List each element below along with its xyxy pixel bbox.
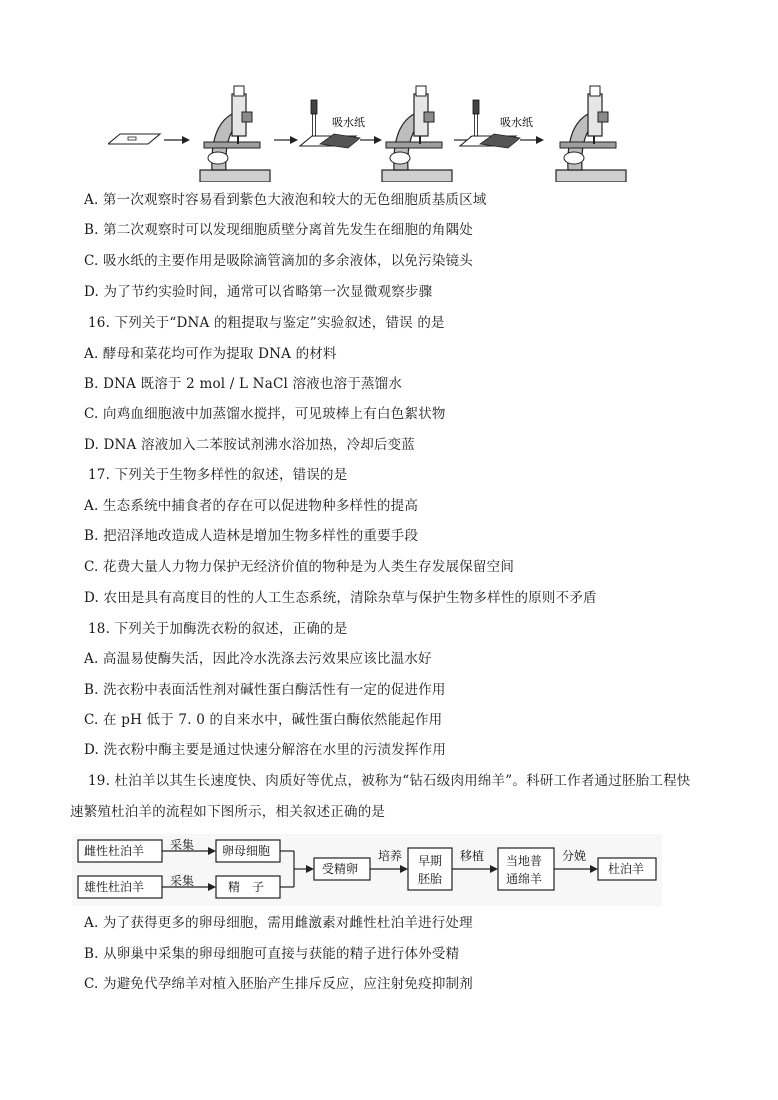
early-embryo-label-2: 胚胎 bbox=[418, 872, 443, 886]
q19-stem-line-1: 19. 杜泊羊以其生长速度快、肉质好等优点，被称为“钻石级肉用绵羊”。科研工作者通过胚胎工程快 bbox=[88, 773, 691, 789]
q15-option-b: B. 第二次观察时可以发现细胞质壁分离首先发生在细胞的角隅处 bbox=[84, 222, 474, 238]
microscope-procedure-figure bbox=[108, 82, 678, 182]
blotting-paper-label-1: 吸水纸 bbox=[332, 116, 365, 129]
dorper-result-label: 杜泊羊 bbox=[608, 862, 645, 876]
blotting-paper-label-2: 吸水纸 bbox=[500, 116, 533, 129]
early-embryo-label-1: 早期 bbox=[418, 854, 443, 868]
q16-stem: 16. 下列关于“DNA 的粗提取与鉴定”实验叙述，错误 的是 bbox=[88, 315, 445, 331]
q18-option-b: B. 洗衣粉中表面活性剂对碱性蛋白酶活性有一定的促进作用 bbox=[84, 682, 446, 698]
q17-stem: 17. 下列关于生物多样性的叙述，错误的是 bbox=[88, 467, 348, 483]
female-dorper-label: 雌性杜泊羊 bbox=[84, 844, 145, 858]
culture-label: 培养 bbox=[378, 849, 403, 863]
microscope-3 bbox=[556, 86, 626, 182]
q19-stem-line-2: 速繁殖杜泊羊的流程如下图所示，相关叙述正确的是 bbox=[70, 804, 386, 820]
embryo-engineering-flowchart bbox=[72, 834, 662, 906]
q17-option-b: B. 把沼泽地改造成人造林是增加生物多样性的重要手段 bbox=[84, 528, 419, 544]
egg-cell-label: 卵母细胞 bbox=[222, 844, 271, 858]
q17-option-c: C. 花费大量人力物力保护无经济价值的物种是为人类生存发展保留空间 bbox=[84, 559, 515, 575]
dropper-1 bbox=[311, 100, 317, 136]
q19-option-b: B. 从卵巢中采集的卵母细胞可直接与获能的精子进行体外受精 bbox=[84, 946, 460, 962]
microscope-2 bbox=[382, 86, 452, 182]
birth-label: 分娩 bbox=[562, 849, 587, 863]
q17-option-d: D. 农田是具有高度目的性的人工生态系统，清除杂草与保护生物多样性的原则不矛盾 bbox=[84, 590, 597, 606]
local-sheep-label-2: 通绵羊 bbox=[506, 872, 543, 886]
q18-option-a: A. 高温易使酶失活，因此冷水洗涤去污效果应该比温水好 bbox=[84, 651, 432, 667]
q19-option-c: C. 为避免代孕绵羊对植入胚胎产生排斥反应，应注射免疫抑制剂 bbox=[84, 976, 473, 992]
dropper-2 bbox=[473, 100, 479, 136]
q16-option-d: D. DNA 溶液加入二苯胺试剂沸水浴加热，冷却后变蓝 bbox=[84, 437, 416, 453]
collect-label-2: 采集 bbox=[170, 874, 195, 888]
q15-option-a: A. 第一次观察时容易看到紫色大液泡和较大的无色细胞质基质区域 bbox=[84, 192, 487, 208]
microscope-1 bbox=[200, 86, 270, 182]
q16-option-a: A. 酵母和菜花均可作为提取 DNA 的材料 bbox=[84, 346, 337, 362]
q18-option-d: D. 洗衣粉中酶主要是通过快速分解溶在水里的污渍发挥作用 bbox=[84, 742, 447, 758]
collect-label-1: 采集 bbox=[170, 838, 195, 852]
q19-option-a: A. 为了获得更多的卵母细胞，需用雌激素对雌性杜泊羊进行处理 bbox=[84, 915, 473, 931]
q18-option-c: C. 在 pH 低于 7. 0 的自来水中，碱性蛋白酶依然能起作用 bbox=[84, 712, 443, 728]
q16-option-b: B. DNA 既溶于 2 mol / L NaCl 溶液也溶于蒸馏水 bbox=[84, 376, 403, 392]
q15-option-c: C. 吸水纸的主要作用是吸除滴管滴加的多余液体，以免污染镜头 bbox=[84, 253, 473, 269]
male-dorper-label: 雄性杜泊羊 bbox=[84, 880, 145, 894]
transplant-label: 移植 bbox=[460, 849, 485, 863]
q18-stem: 18. 下列关于加酶洗衣粉的叙述，正确的是 bbox=[88, 621, 348, 637]
local-sheep-label-1: 当地普 bbox=[506, 854, 543, 868]
q17-option-a: A. 生态系统中捕食者的存在可以促进物种多样性的提高 bbox=[84, 498, 419, 514]
q16-option-c: C. 向鸡血细胞液中加蒸馏水搅拌，可见玻棒上有白色絮状物 bbox=[84, 406, 446, 422]
zygote-label: 受精卵 bbox=[322, 862, 359, 876]
slide-1 bbox=[108, 134, 160, 144]
sperm-label: 精 子 bbox=[228, 880, 265, 894]
q15-option-d: D. 为了节约实验时间，通常可以省略第一次显微观察步骤 bbox=[84, 284, 433, 300]
